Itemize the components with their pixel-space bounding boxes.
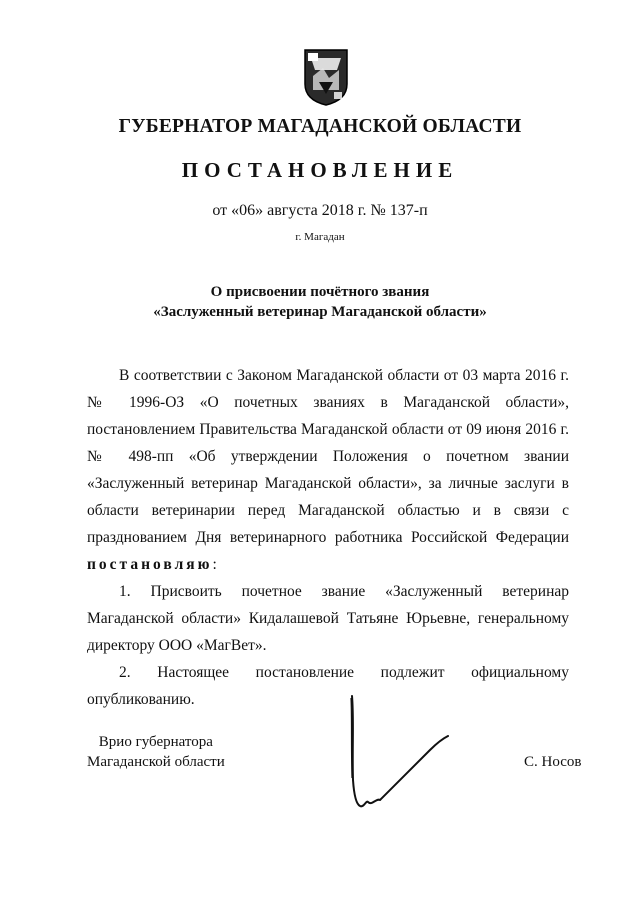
document-body — [87, 362, 569, 713]
preamble-paragraph — [87, 362, 569, 578]
subject-line-1: О присвоении почётного звания — [210, 284, 430, 300]
magadan-coat-of-arms-icon — [303, 48, 349, 106]
decree-word: постановляю — [87, 556, 213, 573]
document-city: г. Магадан — [295, 231, 345, 243]
preamble-text: В соответствии с Законом Магаданской области от 03 марта 2016 г. № 1996-ОЗ «О почетных званиях в Магаданской области», постановлением Правительства Магаданской области от 09 июня 2016 г. № 498-пп «Об утверждении Положения о почетном звании «Заслуженный ветеринар Магаданской области», за личные заслуги в области ветеринарии перед Магаданской областью и в связи с празднованием Дня ветеринарного работника Российской Федерации — [87, 367, 569, 546]
document-date-number: от «06» августа 2018 г. № 137-п — [212, 202, 428, 219]
document-type-heading: ПОСТАНОВЛЕНИЕ — [181, 158, 459, 182]
signer-position-line-2: Магаданской области — [87, 754, 225, 770]
handwritten-signature — [340, 690, 460, 820]
signer-position — [87, 732, 225, 772]
signer-name: С. Носов — [524, 754, 582, 770]
authority-title: ГУБЕРНАТОР МАГАДАНСКОЙ ОБЛАСТИ — [118, 116, 522, 137]
signer-position-line-1: Врио губернатора — [98, 734, 213, 750]
decree-colon: : — [212, 556, 217, 573]
item-1-paragraph: 1. Присвоить почетное звание «Заслуженный ветеринар Магаданской области» Кидалашевой Татьяне Юрьевне, генеральному директору ООО «МагВет». — [87, 583, 569, 654]
document-subject — [0, 282, 640, 322]
subject-line-2: «Заслуженный ветеринар Магаданской области» — [153, 304, 487, 320]
item-2-paragraph: 2. Настоящее постановление подлежит официальному опубликованию. — [87, 664, 569, 708]
